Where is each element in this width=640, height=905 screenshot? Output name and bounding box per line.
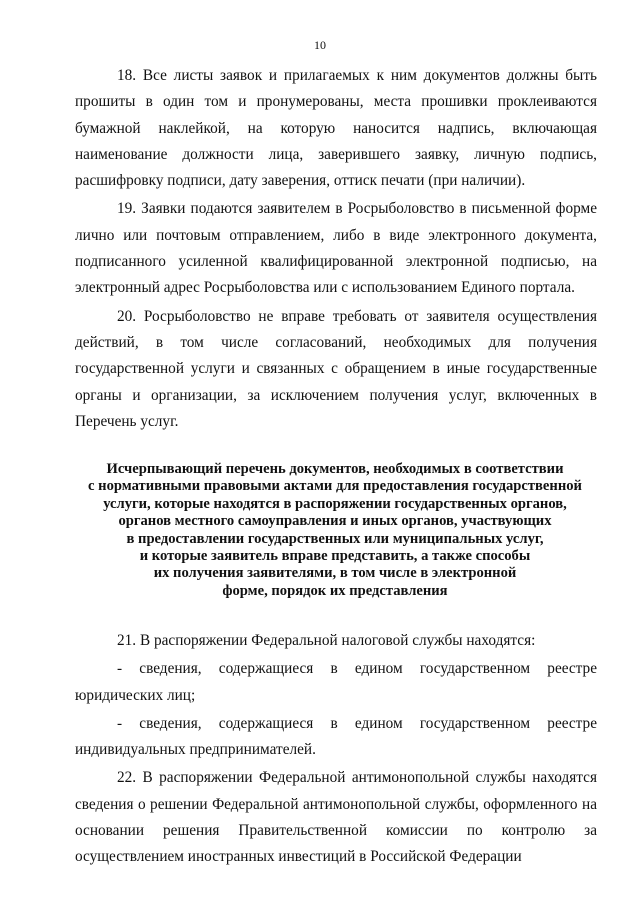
paragraph-21: 21. В распоряжении Федеральной налоговой службы находятся:	[117, 632, 536, 649]
body-section-bottom	[75, 628, 597, 871]
list-item-entrepreneurs: - сведения, содержащиеся в едином государственном реестре индивидуальных предпринимателей.	[75, 714, 597, 759]
section-heading	[70, 461, 600, 600]
heading-line: органов местного самоуправления и иных органов, участвующих	[118, 513, 552, 530]
heading-line: услуги, которые находятся в распоряжении государственных органов,	[103, 495, 567, 512]
paragraph-18: 18. Все листы заявок и прилагаемых к ним документов должны быть прошиты в один том и пронумерованы, места прошивки проклеиваются бумажной наклейкой, на которую наносится надпись, включающая наименование должности лица, заверившего заявку, личную подпись, расшифровку подписи, дату заверения, оттиск печати (при наличии).	[75, 67, 597, 190]
paragraph-22: 22. В распоряжении Федеральной антимонопольной службы находятся сведения о решении Федеральной антимонопольной службы, оформленного на основании решения Правительственной комиссии по контролю за осуществлением иностранных инвестиций в Российской Федерации	[75, 769, 597, 866]
heading-line: их получения заявителями, в том числе в электронной	[153, 565, 517, 582]
paragraph-20: 20. Росрыболовство не вправе требовать от заявителя осуществления действий, в том числе согласований, необходимых для получения государственной услуги и связанных с обращением в иные государственные органы и организации, за исключением получения услуг, включенных в Перечень услуг.	[75, 307, 597, 430]
heading-line: форме, порядок их представления	[222, 582, 448, 599]
heading-line: Исчерпывающий перечень документов, необходимых в соответствии	[106, 461, 564, 477]
heading-line: в предоставлении государственных или муниципальных услуг,	[126, 530, 544, 547]
heading-line: с нормативными правовыми актами для предоставления государственной	[88, 478, 582, 495]
page-number: 10	[314, 38, 326, 52]
paragraph-19: 19. Заявки подаются заявителем в Росрыболовство в письменной форме лично или почтовым отправлением, либо в виде электронного документа, подписанного усиленной квалифицированной электронной подписью, на электронный адрес Росрыболовства или с использованием Единого портала.	[75, 200, 597, 297]
heading-line: и которые заявитель вправе представить, а также способы	[139, 548, 531, 565]
body-section-top	[75, 63, 597, 435]
list-item-legal-entities: - сведения, содержащиеся в едином государственном реестре юридических лиц;	[75, 660, 597, 704]
